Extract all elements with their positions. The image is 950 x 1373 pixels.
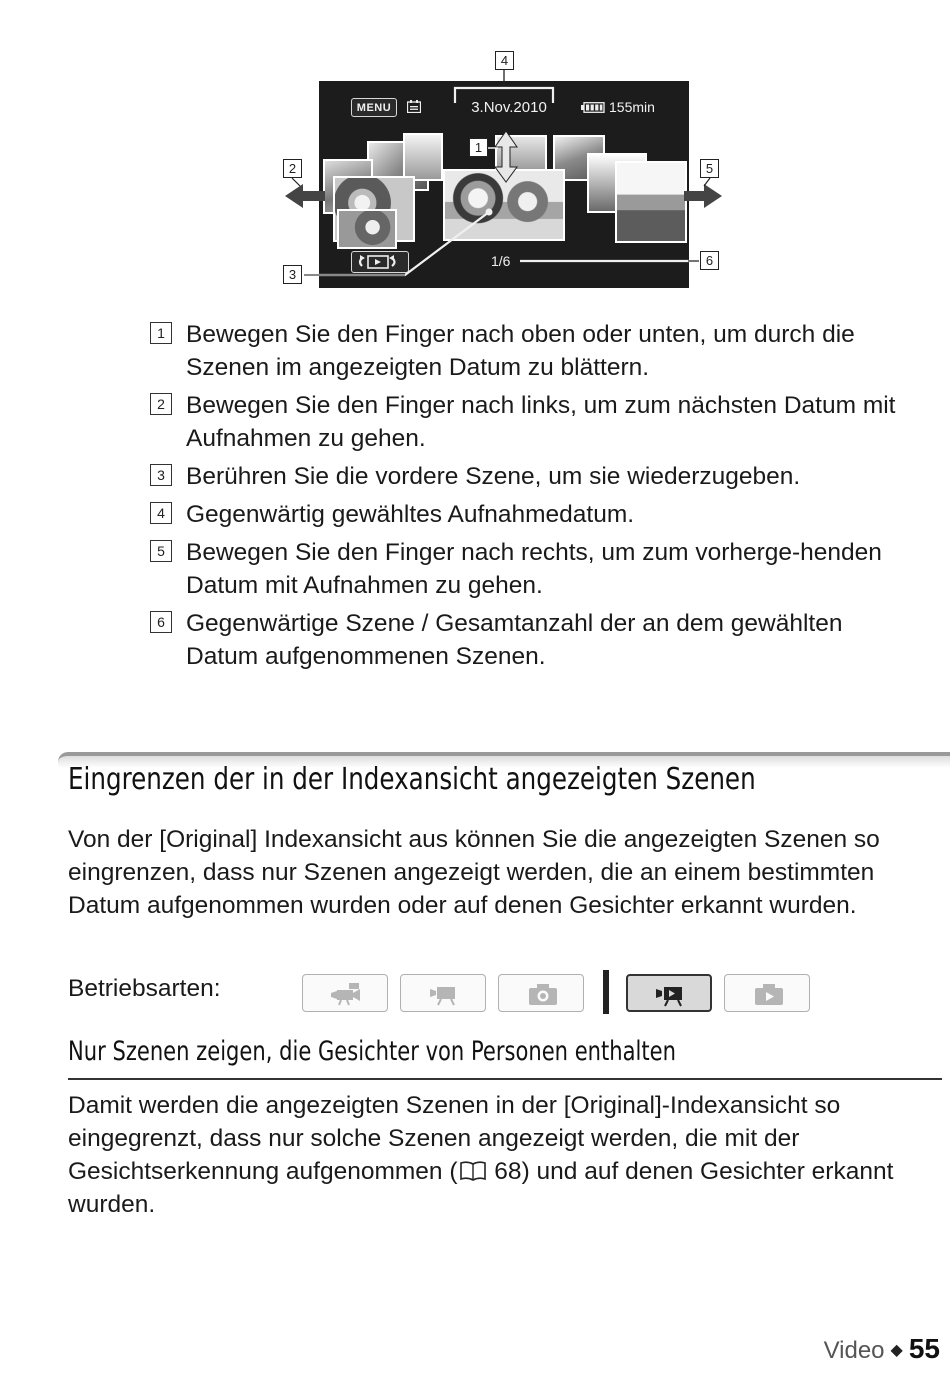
scene-counter: 1/6 — [491, 253, 511, 269]
mode-movie-playback — [626, 974, 712, 1012]
mode-photo-playback — [724, 974, 810, 1012]
legend-number: 4 — [150, 502, 172, 524]
legend-item — [150, 498, 910, 531]
legend-item — [150, 389, 910, 455]
left-arrow-icon — [285, 184, 325, 208]
footer-section: Video — [823, 1337, 885, 1364]
legend-text: Bewegen Sie den Finger nach rechts, um zum vorherge-henden Datum mit Aufnahmen zu gehen. — [186, 539, 882, 599]
camera-auto-icon — [329, 981, 365, 1007]
legend-number: 6 — [150, 611, 172, 633]
legend-number: 3 — [150, 464, 172, 486]
legend-item — [150, 318, 910, 384]
body-text: Damit werden die angezeigten Szenen in der [Original]-Indexansicht so eingegrenzt, dass nur solche Szenen angezeigt werden, die mit der Gesichtserkennung aufgenommen ( — [68, 1092, 841, 1185]
section-title: Eingrenzen der in der Indexansicht angezeigten Szenen — [68, 762, 756, 797]
legend-number: 1 — [150, 322, 172, 344]
legend-text: Berühren Sie die vordere Szene, um sie wiederzugeben. — [186, 463, 801, 490]
movie-playback-icon — [654, 982, 690, 1008]
subsection-rule — [68, 1078, 942, 1080]
callout-1: 1 — [469, 138, 488, 157]
legend-item — [150, 536, 910, 602]
remaining-time: 155min — [609, 99, 655, 115]
diamond-icon: ◆ — [890, 1342, 903, 1359]
callout-6: 6 — [700, 251, 719, 270]
subsection-heading: Nur Szenen zeigen, die Gesichter von Personen enthalten — [68, 1036, 676, 1067]
mode-separator — [603, 970, 609, 1014]
legend-number: 5 — [150, 540, 172, 562]
legend-item — [150, 607, 910, 673]
page-footer — [824, 1333, 940, 1365]
mode-camera-auto — [302, 974, 388, 1012]
figure-legend — [150, 318, 910, 678]
legend-item — [150, 460, 910, 493]
legend-text: Gegenwärtige Szene / Gesamtanzahl der an dem gewählten Datum aufgenommenen Szenen. — [186, 610, 843, 670]
mode-photo — [498, 974, 584, 1012]
callout-3: 3 — [283, 265, 302, 284]
callout-2: 2 — [283, 159, 302, 178]
legend-text: Bewegen Sie den Finger nach oben oder unten, um durch die Szenen im angezeigten Datum zu blättern. — [186, 321, 855, 381]
book-icon — [458, 1160, 488, 1182]
modes-label: Betriebsarten: — [68, 975, 221, 1002]
body-text: ) und auf denen Gesichter erkannt wurden. — [68, 1158, 894, 1218]
menu-button[interactable]: MENU — [351, 98, 397, 117]
callout-5: 5 — [700, 159, 719, 178]
legend-text: Gegenwärtig gewähltes Aufnahmedatum. — [186, 501, 635, 528]
right-arrow-icon — [684, 184, 722, 208]
photo-playback-icon — [751, 981, 787, 1007]
callout-4: 4 — [495, 51, 514, 70]
movie-record-icon — [427, 981, 463, 1007]
page-number: 55 — [908, 1333, 940, 1364]
legend-text: Bewegen Sie den Finger nach links, um zum nächsten Datum mit Aufnahmen zu gehen. — [186, 392, 896, 452]
photo-camera-icon — [525, 981, 561, 1007]
recording-date: 3.Nov.2010 — [471, 99, 547, 116]
subsection-body — [68, 1089, 948, 1221]
mode-movie-record — [400, 974, 486, 1012]
index-view-figure — [0, 0, 950, 300]
page-reference[interactable]: 68 — [487, 1158, 522, 1185]
legend-number: 2 — [150, 393, 172, 415]
section-intro: Von der [Original] Indexansicht aus können Sie die angezeigten Szenen so eingrenzen, dass nur Szenen angezeigt werden, die an einem bestimmten Datum aufgenommen wurden oder auf denen Gesichter erkannt wurden. — [68, 826, 880, 919]
